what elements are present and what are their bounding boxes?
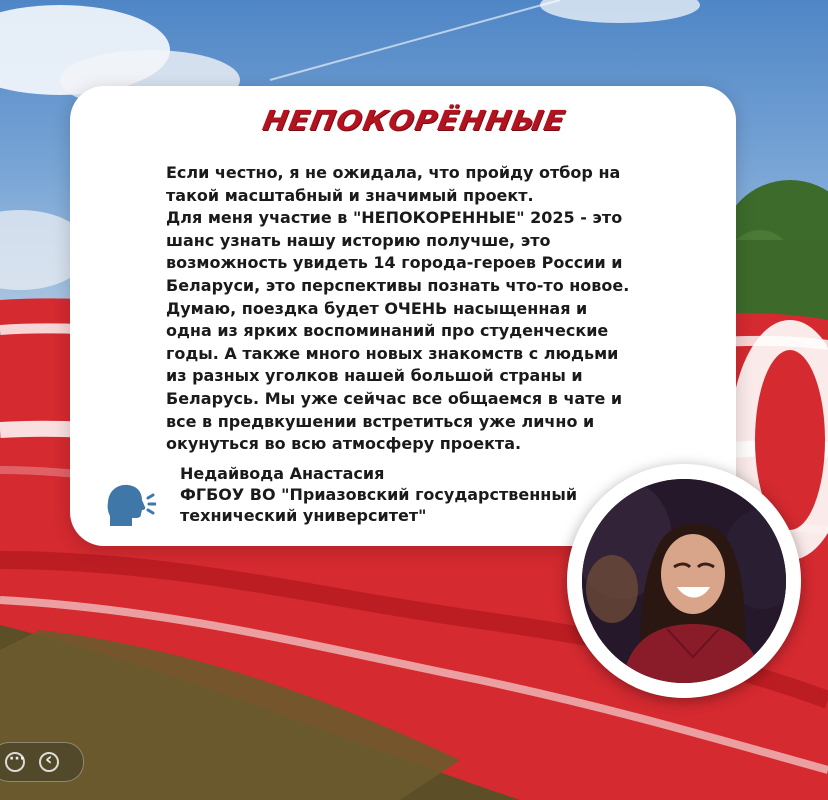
chevron-left-icon[interactable] [39, 752, 59, 772]
speaking-head-icon [104, 478, 156, 530]
more-dots-icon[interactable] [5, 752, 25, 772]
author-name: Недайвода Анастасия [180, 464, 385, 483]
author-avatar [582, 479, 786, 683]
author-affiliation-cont: технический университет" [180, 506, 427, 525]
author-block [180, 463, 600, 526]
quote-paragraph: Если честно, я не ожидала, что пройду отбор на такой масштабный и значимый проект. [166, 163, 621, 205]
author-affiliation: ФГБОУ ВО "Приазовский государственный [180, 485, 578, 504]
avatar-photo [582, 479, 786, 683]
testimonial-quote [166, 162, 636, 456]
author-avatar-frame [567, 464, 801, 698]
viewer-nav-controls [0, 742, 84, 782]
project-logo-title: НЕПОКОРЁННЫЕ [259, 105, 569, 138]
quote-paragraph: Для меня участие в "НЕПОКОРЕННЫЕ" 2025 - это шанс узнать нашу историю получше, это возможность увидеть 14 города-героев России и Беларуси, это перспективы познать что-то новое. Думаю, поездка будет ОЧЕНЬ насыщенная и одна из ярких воспоминаний про студенческие годы. А также много новых знакомств с людьми из разных уголков нашей большой страны и Беларусь. Мы уже сейчас все общаемся в чате и все в предвкушении встретиться уже лично и окунуться во всю атмосферу проекта. [166, 208, 630, 454]
